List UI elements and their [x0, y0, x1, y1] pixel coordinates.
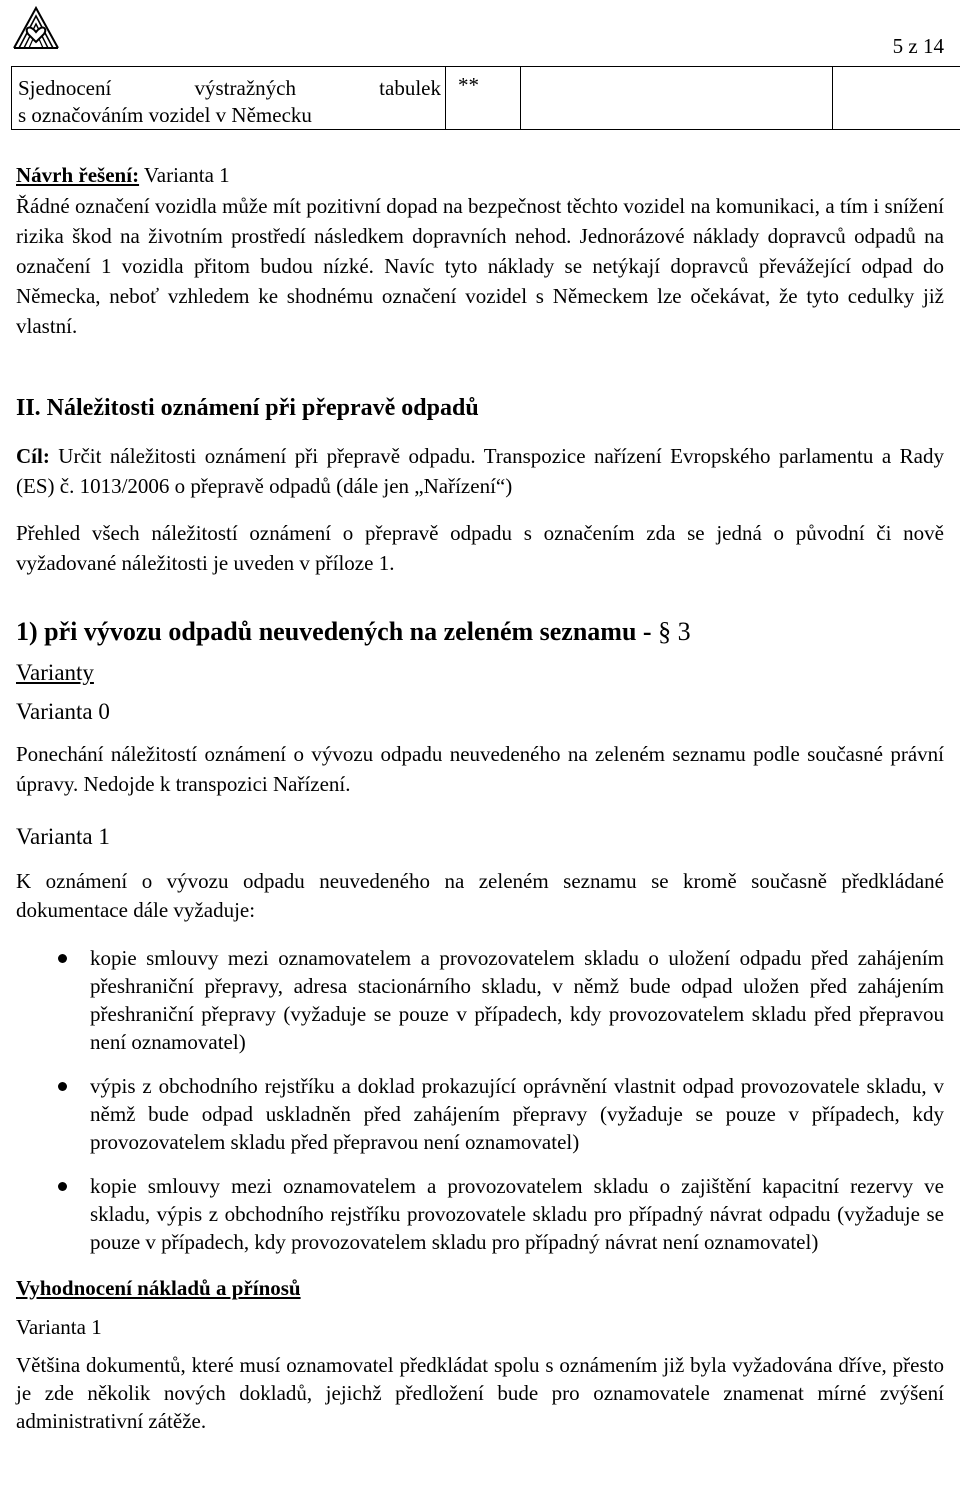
- variant0-title: Varianta 0: [16, 699, 110, 724]
- evaluation-text: Většina dokumentů, které musí oznamovatel předkládat spolu s oznámením již byla vyžadována dříve, přesto je zde několik nových dokladů, jejichž předložení bude pro oznamovatele znamenat mírné zvýšení administrativní zátěže.: [16, 1353, 944, 1433]
- section-ii: [16, 395, 944, 578]
- variant1-title: Varianta 1: [16, 824, 110, 849]
- overview-text: Přehled všech náležitostí oznámení o přepravě odpadu s označením zda se jedná o původní či nově vyžadované náležitosti je uveden v příloze 1.: [16, 521, 944, 575]
- header-title-line2: s označováním vozidel v Německu: [18, 103, 312, 127]
- header-table: [11, 66, 960, 130]
- proposal-section: [16, 160, 944, 341]
- page-number: 5 z 14: [892, 34, 944, 58]
- variants-label: Varianty: [16, 660, 94, 685]
- list-item: [16, 1072, 944, 1156]
- header-title-line1: Sjednocení výstražných tabulek: [18, 76, 441, 100]
- bullet-icon: [58, 954, 67, 963]
- goal-text: Určit náležitosti oznámení při přepravě odpadu. Transpozice nařízení Evropského parlamentu a Rady (ES) č. 1013/2006 o přepravě odpadů (dále jen „Nařízení“): [16, 444, 944, 498]
- bullet-icon: [58, 1182, 67, 1191]
- list-item-text: kopie smlouvy mezi oznamovatelem a provozovatelem skladu o zajištění kapacitní rezervy ve skladu, výpis z obchodního rejstříku provozovatele skladu pro případný návrat odpadu (vyžaduje se pouze v případech, kdy provozovatelem skladu pro případný návrat není oznamovatel): [90, 1174, 944, 1254]
- evaluation-heading: Vyhodnocení nákladů a přínosů: [16, 1276, 301, 1300]
- requirements-list: [16, 944, 944, 1256]
- ministry-logo-icon: [12, 2, 60, 50]
- proposal-heading: Návrh řešení:: [16, 163, 140, 187]
- goal-label: Cíl:: [16, 444, 50, 468]
- goal-paragraph: [16, 441, 944, 501]
- bullet-icon: [58, 1082, 67, 1091]
- list-item: [16, 944, 944, 1056]
- section-ii-heading: II. Náležitosti oznámení při přepravě odpadů: [16, 395, 479, 421]
- subsection-heading: 1) při vývozu odpadů neuvedených na zeleném seznamu -: [16, 617, 659, 646]
- variant0-text: Ponechání náležitostí oznámení o vývozu odpadu neuvedeného na zeleném seznamu podle současné právní úpravy. Nedojde k transpozici Nařízení.: [16, 742, 944, 796]
- evaluation-variant: Varianta 1: [16, 1315, 102, 1339]
- list-item: [16, 1172, 944, 1256]
- header-title-cell: [12, 67, 446, 130]
- header-marker-cell: **: [446, 67, 521, 130]
- list-item-text: výpis z obchodního rejstříku a doklad prokazující oprávnění vlastnit odpad provozovatele skladu, v němž bude odpad uskladněn před zahájením přepravy (vyžaduje se pouze v případech, kdy provozovatelem skladu před přepravou není oznamovatel): [90, 1074, 944, 1154]
- header-empty-cell-2: [833, 67, 960, 130]
- paragraph-ref: § 3: [658, 617, 691, 646]
- proposal-variant: Varianta 1: [139, 163, 230, 187]
- proposal-text: Řádné označení vozidla může mít pozitivní dopad na bezpečnost těchto vozidel na komunikaci, a tím i snížení rizika škod na životním prostředí následkem dopravních nehod. Jednorázové náklady dopravců odpadů na označení 1 vozidla přitom budou nízké. Navíc tyto náklady se netýkají dopravců převážející odpad do Německa, neboť vzhledem ke shodnému označení vozidel s Německem lze očekávat, že tyto cedulky již vlastní.: [16, 194, 944, 338]
- proposal-heading-line: [16, 160, 944, 190]
- subsection-export: [16, 617, 944, 1435]
- variant1-intro: K oznámení o vývozu odpadu neuvedeného na zeleném seznamu se kromě současně předkládané dokumentace dále vyžaduje:: [16, 869, 944, 922]
- list-item-text: kopie smlouvy mezi oznamovatelem a provozovatelem skladu o uložení odpadu před zahájením přeshraniční přepravy, adresa stacionárního skladu, v němž bude odpad uložen před zahájením přeshraniční přepravy (vyžaduje se pouze v případech, kdy provozovatelem skladu před přepravou není oznamovatel): [90, 946, 944, 1054]
- subsection-heading-line: [16, 617, 944, 647]
- header-empty-cell: [521, 67, 833, 130]
